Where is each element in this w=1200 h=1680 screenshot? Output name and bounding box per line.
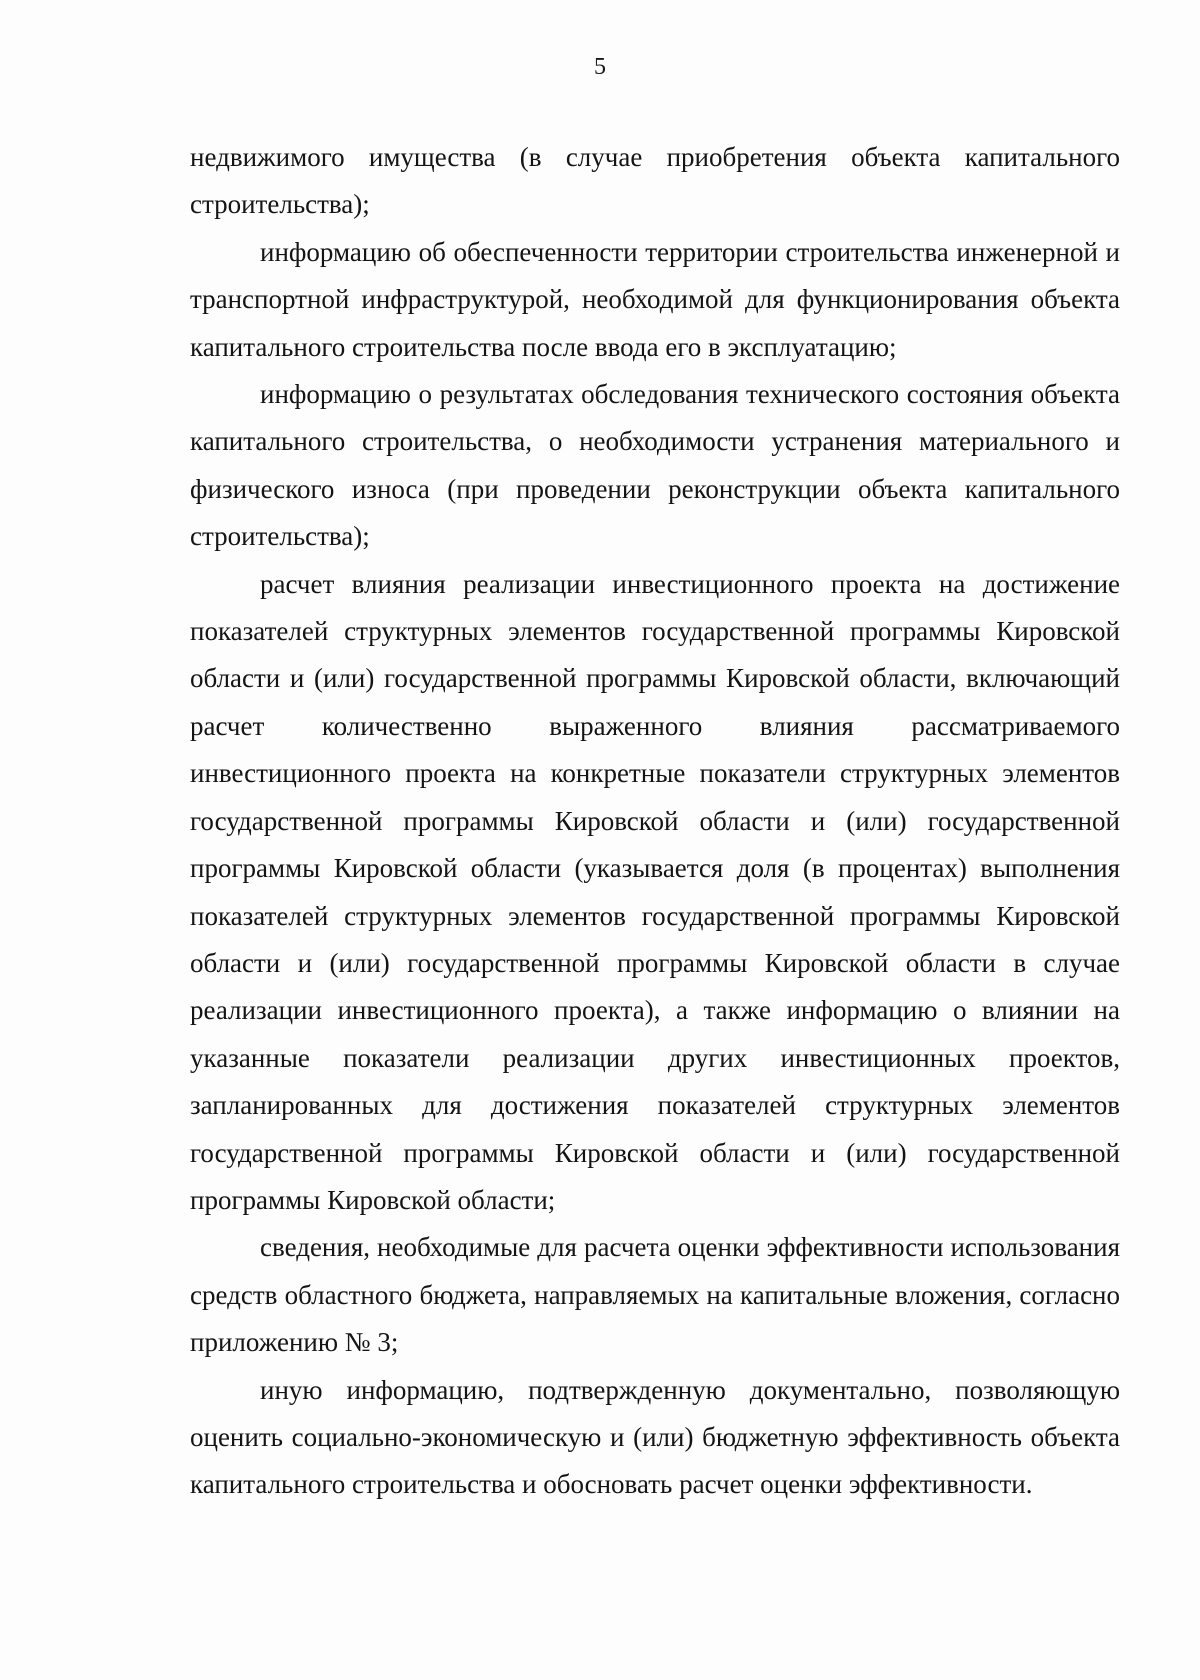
paragraph-infrastructure-info: информацию об обеспеченности территории строительства инженерной и транспортной инфраструктурой, необходимой для функционирования объекта капитального строительства после ввода его в эксплуатацию; — [190, 236, 1120, 362]
paragraph-continuation: недвижимого имущества (в случае приобретения объекта капитального строительства); — [190, 142, 1120, 220]
paragraph-inspection-results: информацию о результатах обследования технического состояния объекта капитального строительства, о необходимости устранения материального и физического износа (при проведении реконструкции объекта капитального строительства); — [190, 379, 1120, 552]
paragraph-other-information: иную информацию, подтвержденную документально, позволяющую оценить социально-экономическую и (или) бюджетную эффективность объекта капитального строительства и обосновать расчет оценки эффективности. — [190, 1374, 1120, 1500]
paragraph-efficiency-data: сведения, необходимые для расчета оценки эффективности использования средств областного бюджета, направляемых на капитальные вложения, согласно приложению № 3; — [190, 1232, 1120, 1358]
document-body — [190, 134, 1120, 1509]
page-number: 5 — [594, 54, 606, 80]
paragraph-impact-calculation: расчет влияния реализации инвестиционного проекта на достижение показателей структурных элементов государственной программы Кировской области и (или) государственной программы Кировской области, включающий расчет количественно выраженного влияния рассматриваемого инвестиционного проекта на конкретные показатели структурных элементов государственной программы Кировской области и (или) государственной программы Кировской области (указывается доля (в процентах) выполнения показателей структурных элементов государственной программы Кировской области и (или) государственной программы Кировской области в случае реализации инвестиционного проекта), а также информацию о влиянии на указанные показатели реализации других инвестиционных проектов, запланированных для достижения показателей структурных элементов государственной программы Кировской области и (или) государственной программы Кировской области; — [190, 568, 1120, 1215]
